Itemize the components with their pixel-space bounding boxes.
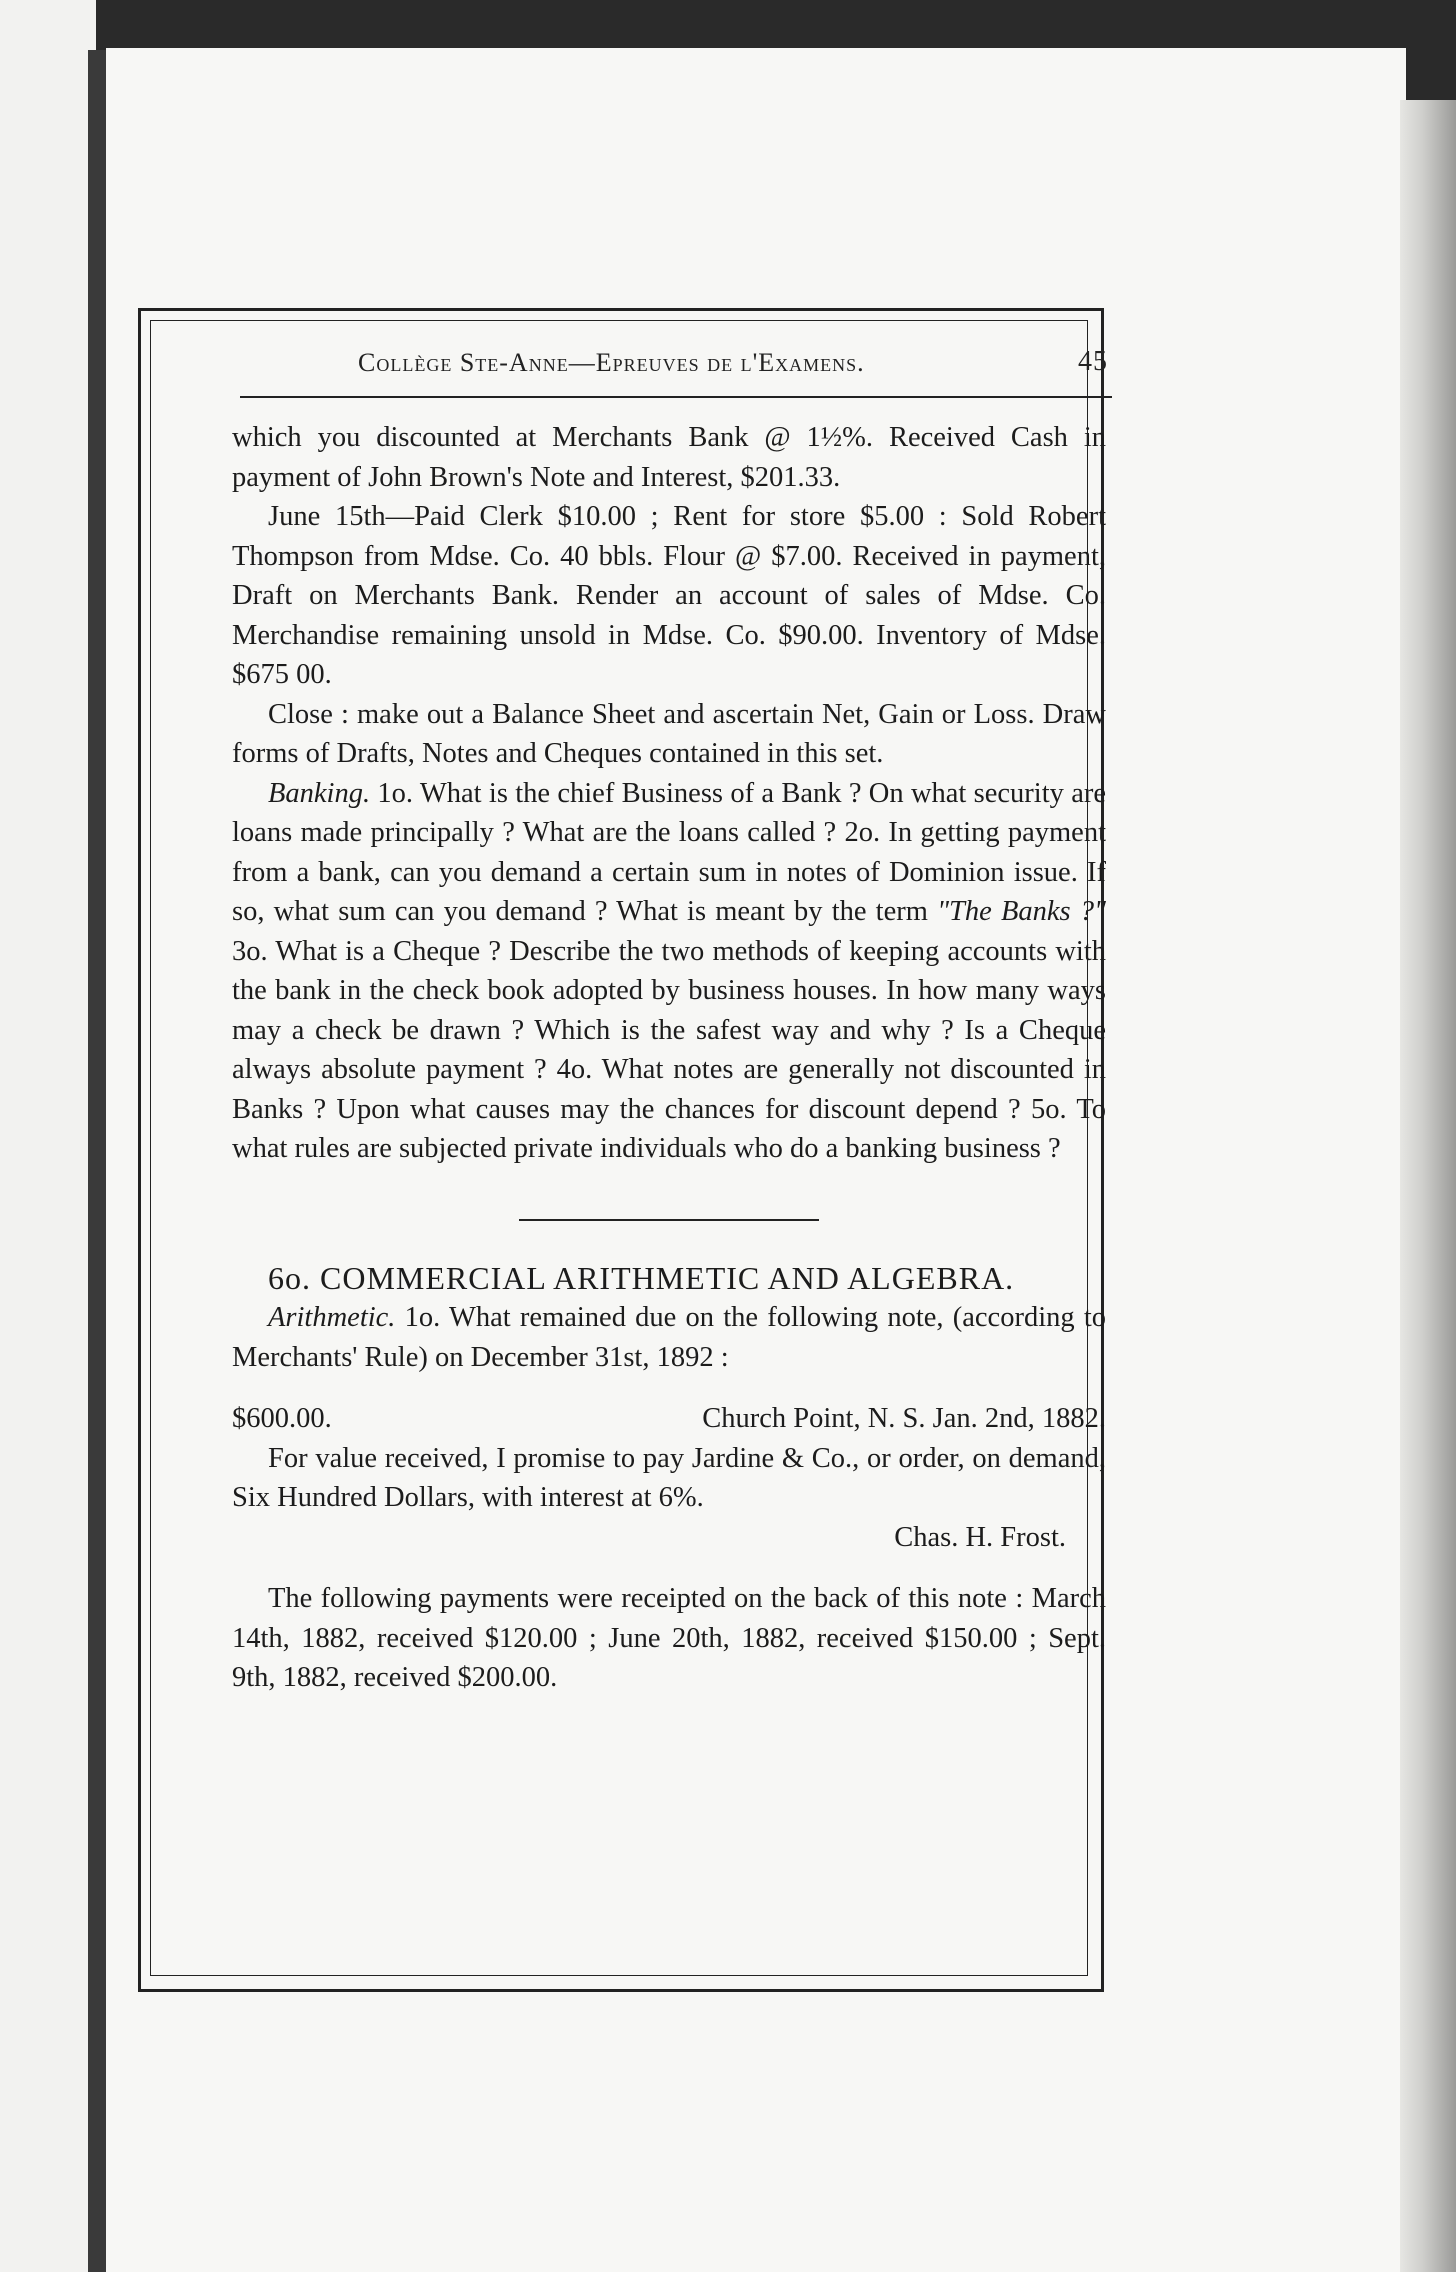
banking-text-a: 1o. What is the chief Business of a Bank ? On what security are loans made principally ? What are the loans called ? 2o. In getting payment from a bank, can you demand a certain sum in notes of Dominion issue. If so, what sum can you demand ? What is meant by the term (232, 777, 1106, 927)
banking-text-b: 3o. What is a Cheque ? Describe the two methods of keeping accounts with the bank in the check book adopted by business houses. In how many ways may a check be drawn ? Which is the safest way and why ? Is a Cheque always absolute payment ? 4o. What notes are generally not discounted in Banks ? Upon what causes may the chances for discount depend ? 5o. To what rules are subjected private individuals who do a banking business ? (232, 935, 1106, 1164)
section-title: 6o. COMMERCIAL ARITHMETIC AND ALGEBRA. (268, 1259, 1015, 1296)
paragraph: Close : make out a Balance Sheet and ascertain Net, Gain or Loss. Draw forms of Drafts, Notes and Cheques contained in this set. (232, 698, 1106, 769)
note-place-date: Church Point, N. S. Jan. 2nd, 1882. (702, 1403, 1106, 1434)
page-edge-shadow (1400, 100, 1456, 2272)
note-heading (232, 1399, 1106, 1439)
left-page-margin (0, 0, 96, 2272)
running-header (240, 336, 1112, 398)
arithmetic-label: Arithmetic. (268, 1302, 396, 1333)
note-signature: Chas. H. Frost. (894, 1521, 1066, 1553)
paragraph: which you discounted at Merchants Bank @ 1½%. Received Cash in payment of John Brown's Note and Interest, $201.33. (232, 422, 1106, 493)
banking-paragraph (232, 774, 1106, 1169)
banking-label: Banking. (268, 777, 371, 809)
page-body (232, 418, 1106, 1698)
page-number: 45 (1078, 346, 1108, 377)
section-divider (519, 1219, 819, 1221)
banking-quote: "The Banks ?" (937, 896, 1106, 927)
arithmetic-text: 1o. What remained due on the following note, (according to Merchants' Rule) on December 31st, 1892 : (232, 1302, 1106, 1373)
paragraph: June 15th—Paid Clerk $10.00 ; Rent for store $5.00 : Sold Robert Thompson from Mdse. Co. 40 bbls. Flour @ $7.00. Received in payment, Draft on Merchants Bank. Render an account of sales of Mdse. Co. Merchandise remaining unsold in Mdse. Co. $90.00. Inventory of Mdse. $675 00. (232, 501, 1106, 690)
arithmetic-paragraph (232, 1298, 1106, 1377)
running-header-title: Collège Ste-Anne—Epreuves de l'Examens. (358, 348, 865, 377)
payments-paragraph: The following payments were receipted on the back of this note : March 14th, 1882, received $120.00 ; June 20th, 1882, received $150.00 ; Sept. 9th, 1882, received $200.00. (232, 1583, 1106, 1693)
book-spine (88, 50, 106, 2272)
note-body: For value received, I promise to pay Jardine & Co., or order, on demand, Six Hundred Dollars, with interest at 6%. (232, 1442, 1106, 1513)
note-amount: $600.00. (232, 1403, 332, 1434)
